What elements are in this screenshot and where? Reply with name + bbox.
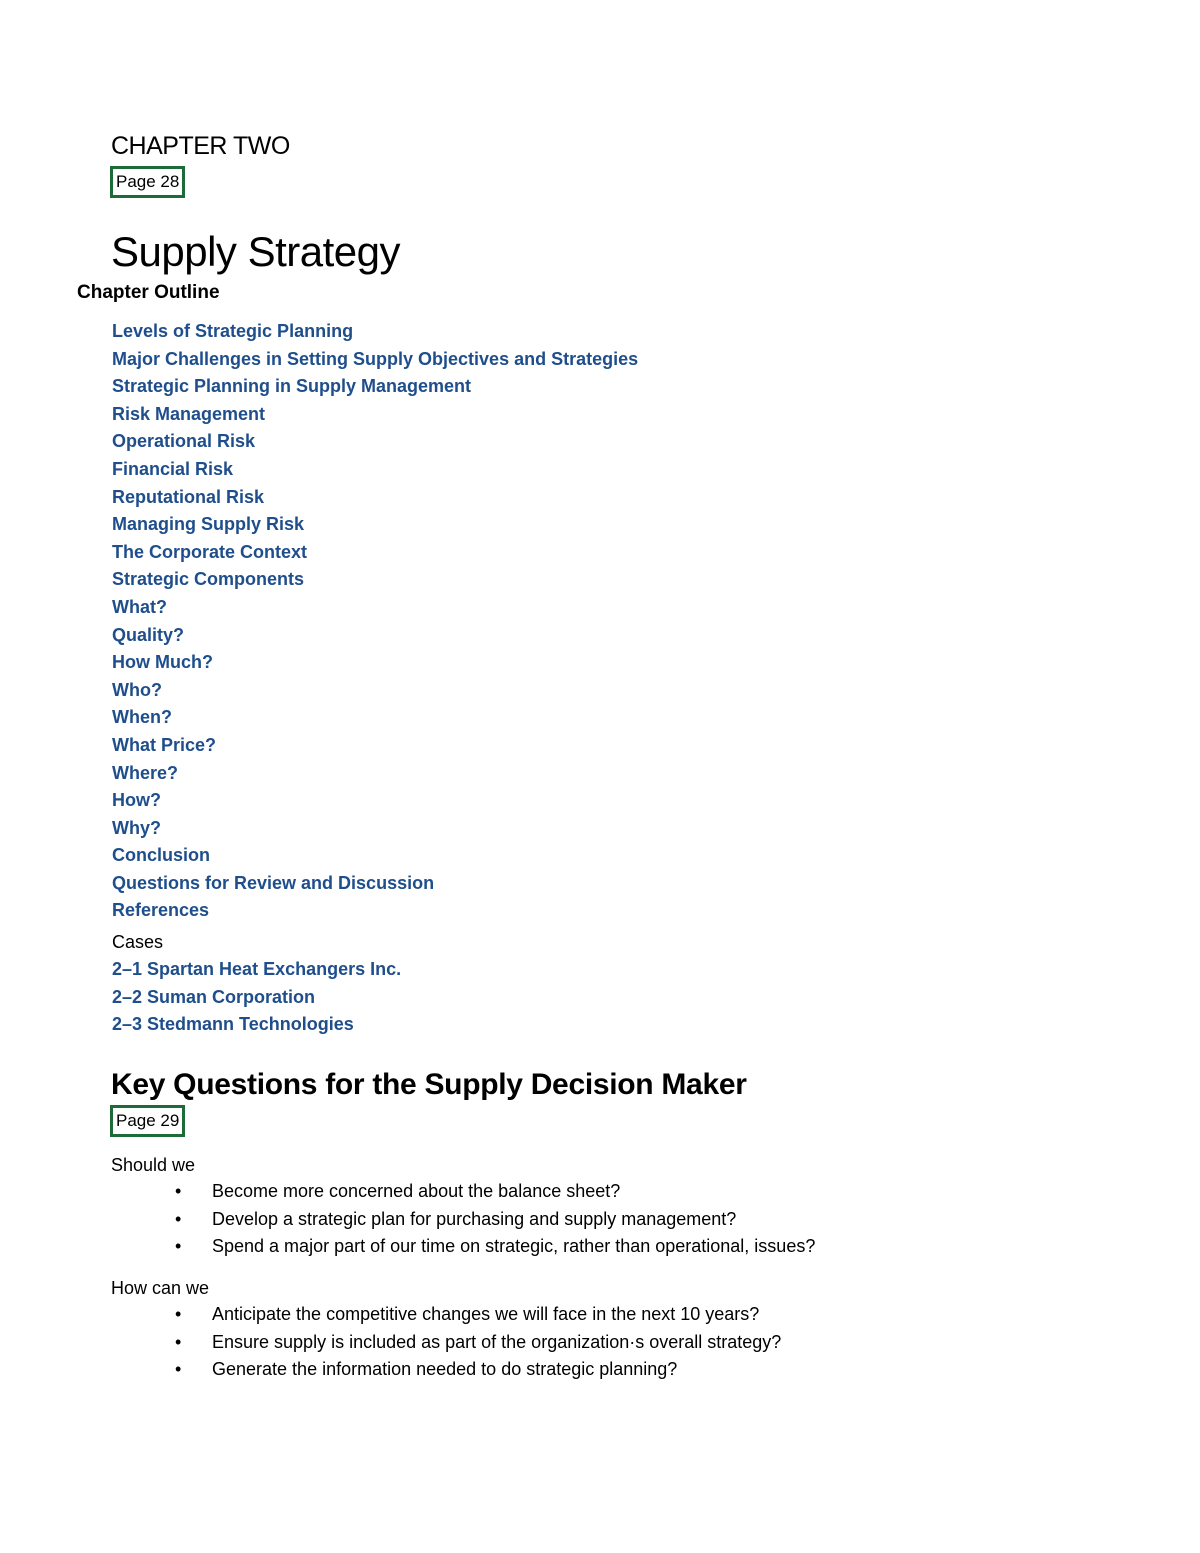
bullet-icon: • bbox=[175, 1304, 182, 1324]
outline-link[interactable]: Questions for Review and Discussion bbox=[112, 872, 435, 893]
question-text: Develop a strategic plan for purchasing and supply management? bbox=[212, 1208, 737, 1229]
outline-link[interactable]: Who? bbox=[112, 679, 162, 700]
question-text: Anticipate the competitive changes we will face in the next 10 years? bbox=[212, 1304, 760, 1324]
chapter-label: CHAPTER TWO bbox=[111, 132, 290, 160]
page-number-badge: Page 29 bbox=[110, 1105, 185, 1137]
question-item bbox=[172, 1356, 781, 1384]
question-item bbox=[172, 1206, 815, 1234]
question-list bbox=[172, 1178, 815, 1261]
outline-link[interactable]: How? bbox=[112, 790, 161, 811]
outline-link[interactable]: Financial Risk bbox=[112, 458, 234, 479]
outline-link[interactable]: Major Challenges in Setting Supply Objectives and Strategies bbox=[112, 348, 639, 369]
bullet-icon: • bbox=[175, 1236, 182, 1256]
outline-link[interactable]: Strategic Components bbox=[112, 569, 305, 590]
question-text: Become more concerned about the balance sheet? bbox=[212, 1181, 621, 1201]
case-link[interactable]: 2–2 Suman Corporation bbox=[112, 986, 316, 1007]
outline-link[interactable]: What Price? bbox=[112, 734, 217, 755]
outline-link[interactable]: How Much? bbox=[112, 652, 213, 673]
chapter-outline-heading: Chapter Outline bbox=[77, 282, 220, 303]
question-item bbox=[172, 1301, 781, 1329]
bullet-icon: • bbox=[175, 1181, 182, 1201]
cases-label: Cases bbox=[112, 932, 164, 952]
chapter-title: Supply Strategy bbox=[111, 228, 401, 275]
cases-list bbox=[112, 956, 401, 1039]
outline-link[interactable]: Reputational Risk bbox=[112, 486, 265, 507]
question-item bbox=[172, 1233, 815, 1261]
outline-link[interactable]: Operational Risk bbox=[112, 431, 256, 452]
outline-link[interactable]: Quality? bbox=[112, 624, 185, 645]
outline-link[interactable]: References bbox=[112, 900, 210, 921]
question-text: Spend a major part of our time on strategic, rather than operational, issues? bbox=[212, 1236, 816, 1256]
bullet-icon: • bbox=[175, 1208, 182, 1229]
outline-link[interactable]: Risk Management bbox=[112, 403, 266, 424]
case-link[interactable]: 2–1 Spartan Heat Exchangers Inc. bbox=[112, 959, 402, 979]
outline-link[interactable]: Where? bbox=[112, 762, 179, 783]
bullet-icon: • bbox=[175, 1359, 182, 1379]
outline-link[interactable]: Managing Supply Risk bbox=[112, 514, 305, 535]
question-list bbox=[172, 1301, 781, 1384]
outline-link[interactable]: Conclusion bbox=[112, 845, 210, 866]
outline-link[interactable]: Levels of Strategic Planning bbox=[112, 321, 354, 341]
page-number-badge: Page 28 bbox=[110, 166, 185, 198]
question-group-intro: Should we bbox=[111, 1155, 196, 1175]
bullet-icon: • bbox=[175, 1331, 182, 1352]
outline-link[interactable]: What? bbox=[112, 596, 167, 617]
question-text: Generate the information needed to do strategic planning? bbox=[212, 1359, 678, 1379]
outline-link[interactable]: When? bbox=[112, 707, 172, 728]
outline-link[interactable]: Strategic Planning in Supply Management bbox=[112, 376, 472, 397]
question-text: Ensure supply is included as part of the organization·s overall strategy? bbox=[212, 1331, 782, 1352]
case-link[interactable]: 2–3 Stedmann Technologies bbox=[112, 1014, 354, 1035]
key-questions-heading: Key Questions for the Supply Decision Maker bbox=[111, 1068, 747, 1101]
question-item bbox=[172, 1178, 815, 1206]
outline-link[interactable]: Why? bbox=[112, 817, 161, 838]
outline-link[interactable]: The Corporate Context bbox=[112, 541, 308, 562]
question-item bbox=[172, 1329, 781, 1357]
question-group-intro: How can we bbox=[111, 1278, 210, 1298]
chapter-outline-list bbox=[112, 318, 638, 925]
